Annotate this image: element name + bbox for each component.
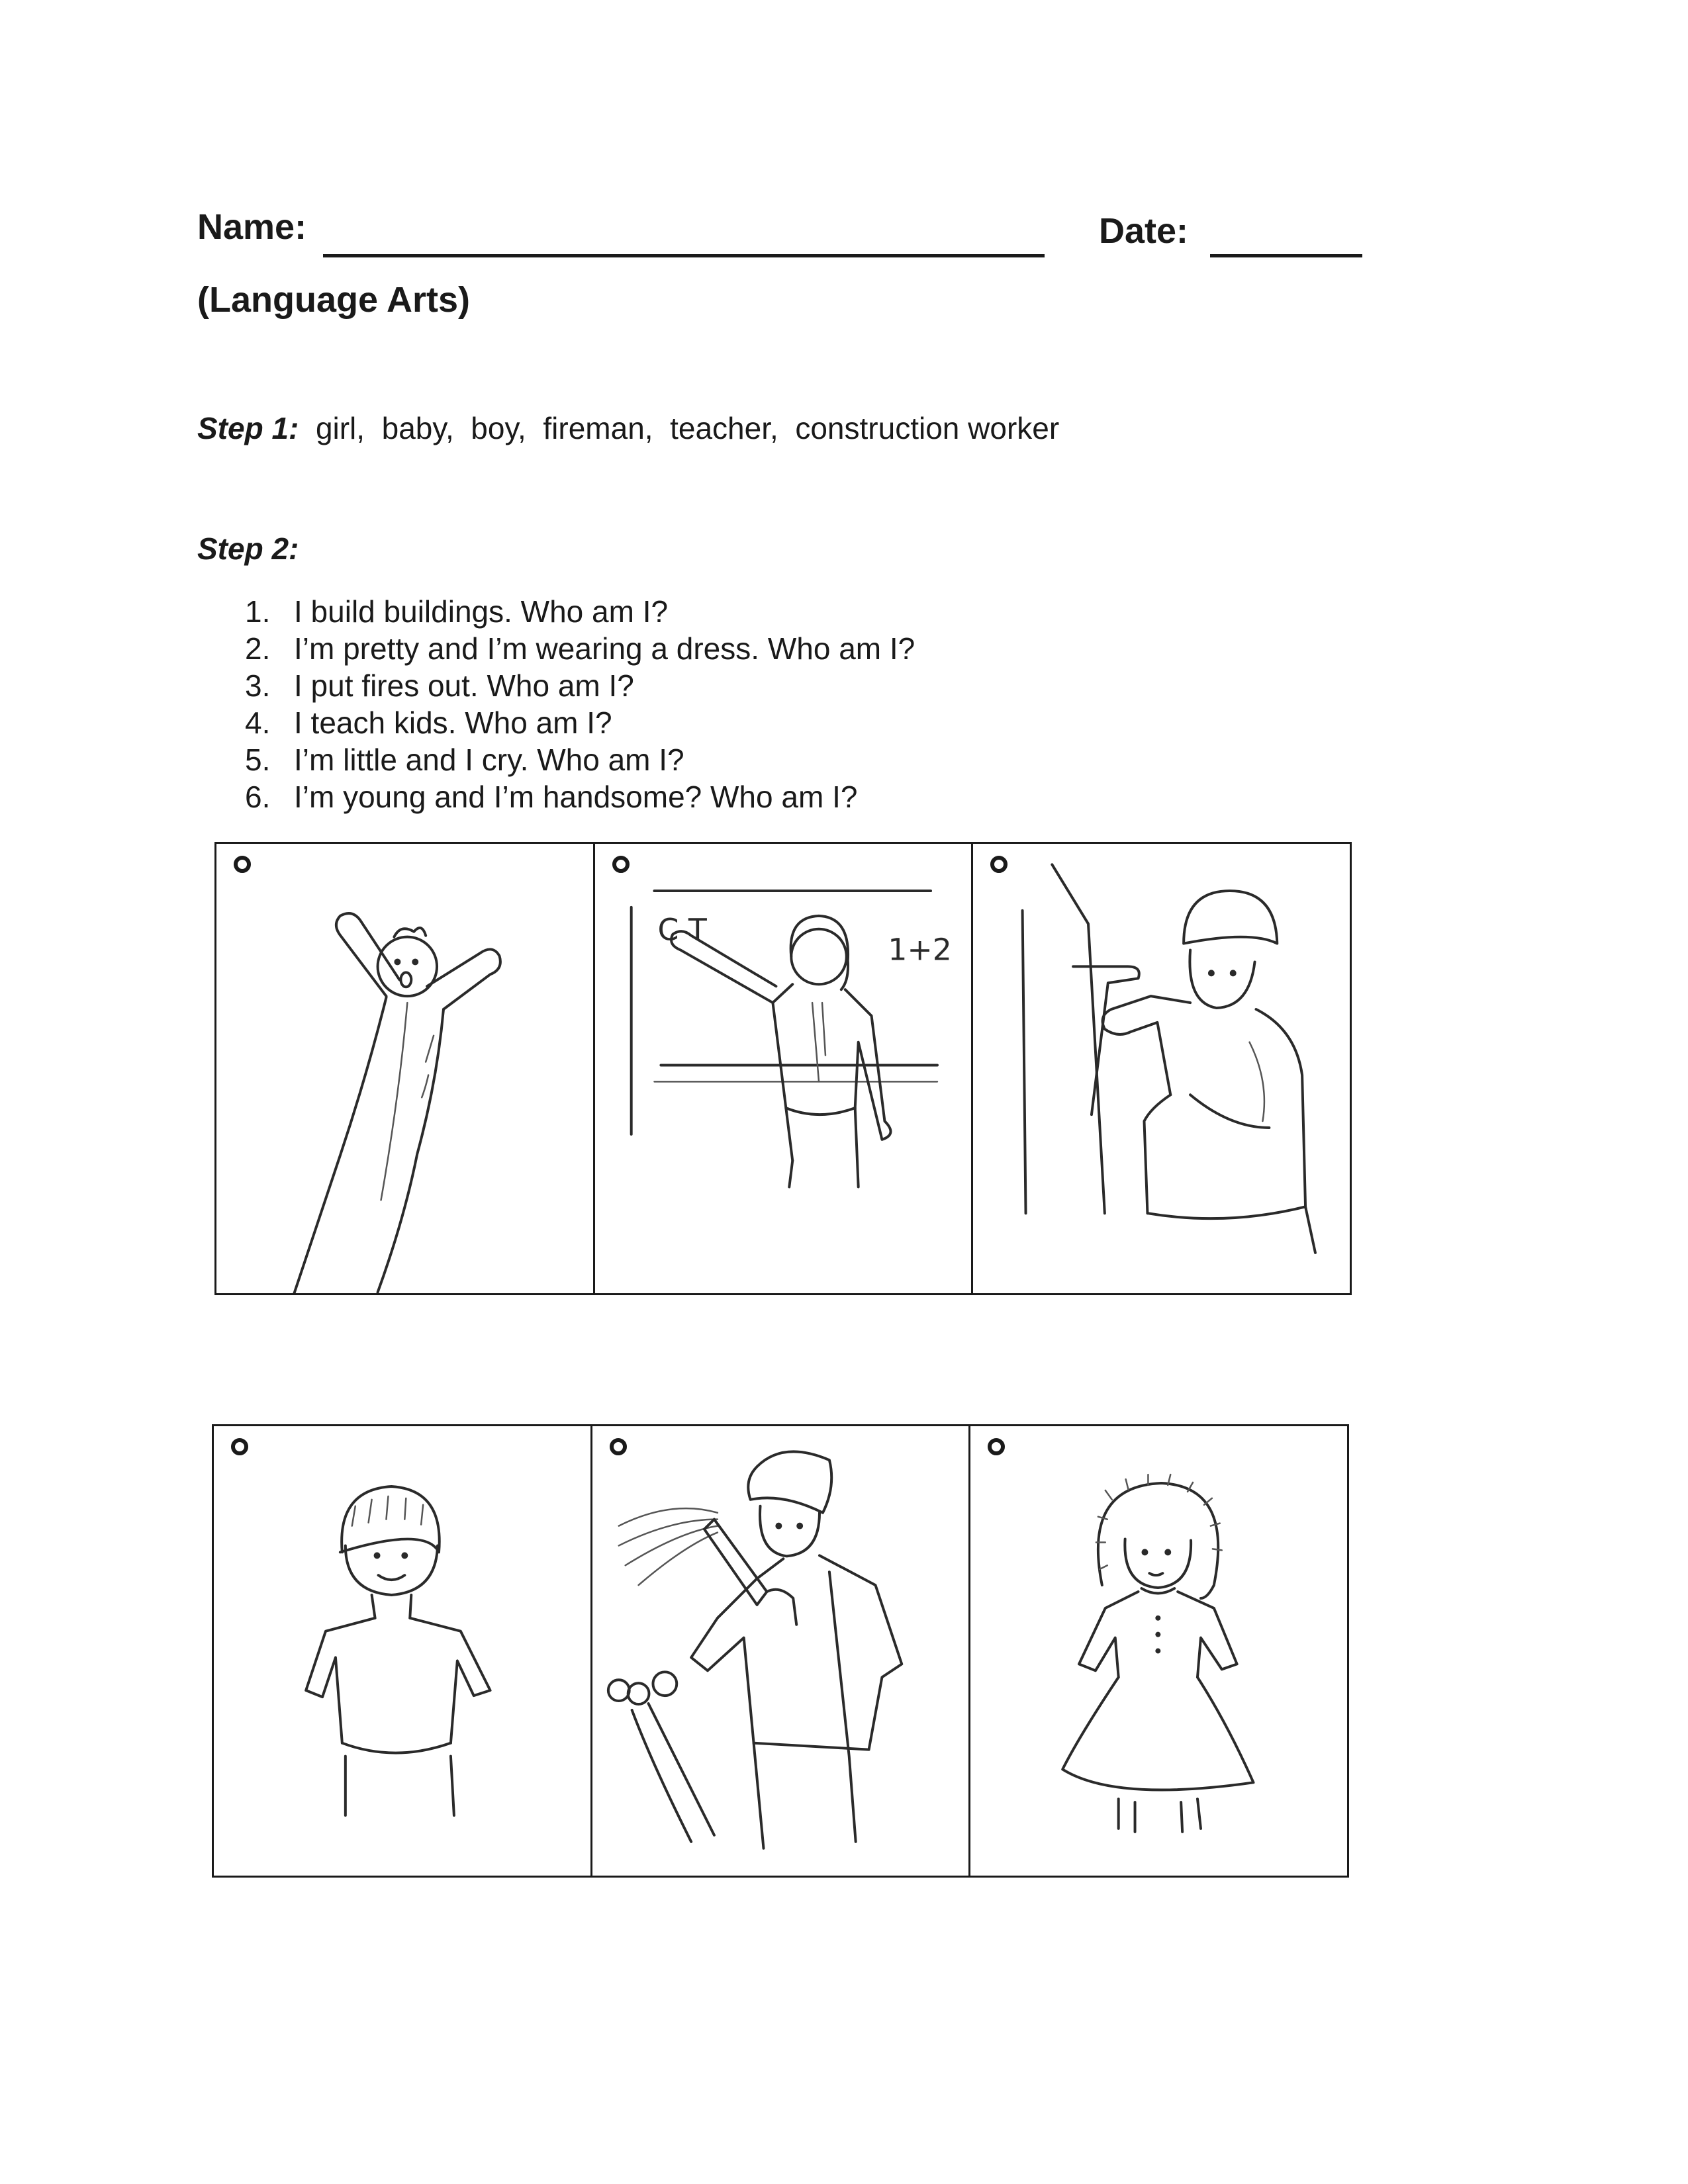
step2-label-row xyxy=(197,531,299,567)
baby-drawing xyxy=(216,844,593,1293)
question-number: 6. xyxy=(245,780,271,814)
name-label: Name: xyxy=(197,207,307,247)
question-number: 3. xyxy=(245,668,271,703)
question-item xyxy=(245,704,915,741)
question-number: 2. xyxy=(245,631,271,666)
step2-label: Step 2: xyxy=(197,531,299,566)
board-math: 1+2 xyxy=(888,932,952,968)
question-item xyxy=(245,741,915,778)
answer-circle[interactable] xyxy=(234,856,251,873)
question-item xyxy=(245,778,915,815)
name-blank-line[interactable] xyxy=(323,254,1045,257)
header-row xyxy=(197,206,1362,266)
question-text: I’m little and I cry. Who am I? xyxy=(294,743,684,777)
question-number: 5. xyxy=(245,743,271,777)
question-text: I’m pretty and I’m wearing a dress. Who am I? xyxy=(294,631,915,666)
girl-drawing xyxy=(970,1426,1347,1876)
answer-circle[interactable] xyxy=(612,856,630,873)
question-item xyxy=(245,593,915,630)
question-item xyxy=(245,630,915,667)
question-text: I’m young and I’m handsome? Who am I? xyxy=(294,780,858,814)
question-text: I teach kids. Who am I? xyxy=(294,705,612,740)
picture-cell-teacher[interactable] xyxy=(593,844,972,1293)
picture-cell-fireman[interactable] xyxy=(590,1426,969,1876)
picture-grid-top xyxy=(214,842,1352,1295)
question-list xyxy=(245,593,915,815)
step1-label: Step 1: xyxy=(197,411,299,445)
date-blank-line[interactable] xyxy=(1210,254,1362,257)
step1-word-list: girl, baby, boy, fireman, teacher, construction worker xyxy=(315,411,1060,445)
question-text: I put fires out. Who am I? xyxy=(294,668,634,703)
question-number: 1. xyxy=(245,594,271,629)
board-letters: C T xyxy=(657,912,707,948)
picture-cell-construction-worker[interactable] xyxy=(971,844,1350,1293)
date-label: Date: xyxy=(1099,211,1189,251)
picture-cell-girl[interactable] xyxy=(968,1426,1347,1876)
picture-cell-boy[interactable] xyxy=(214,1426,590,1876)
subject-title: (Language Arts) xyxy=(197,280,471,320)
step1-row xyxy=(197,410,1059,446)
question-item xyxy=(245,667,915,704)
answer-circle[interactable] xyxy=(231,1438,248,1455)
question-number: 4. xyxy=(245,705,271,740)
teacher-drawing xyxy=(595,844,972,1293)
answer-circle[interactable] xyxy=(610,1438,627,1455)
picture-cell-baby[interactable] xyxy=(216,844,593,1293)
fireman-drawing xyxy=(592,1426,969,1876)
construction-worker-drawing xyxy=(973,844,1350,1293)
boy-drawing xyxy=(214,1426,590,1876)
picture-grid-bottom xyxy=(212,1424,1349,1878)
question-text: I build buildings. Who am I? xyxy=(294,594,669,629)
